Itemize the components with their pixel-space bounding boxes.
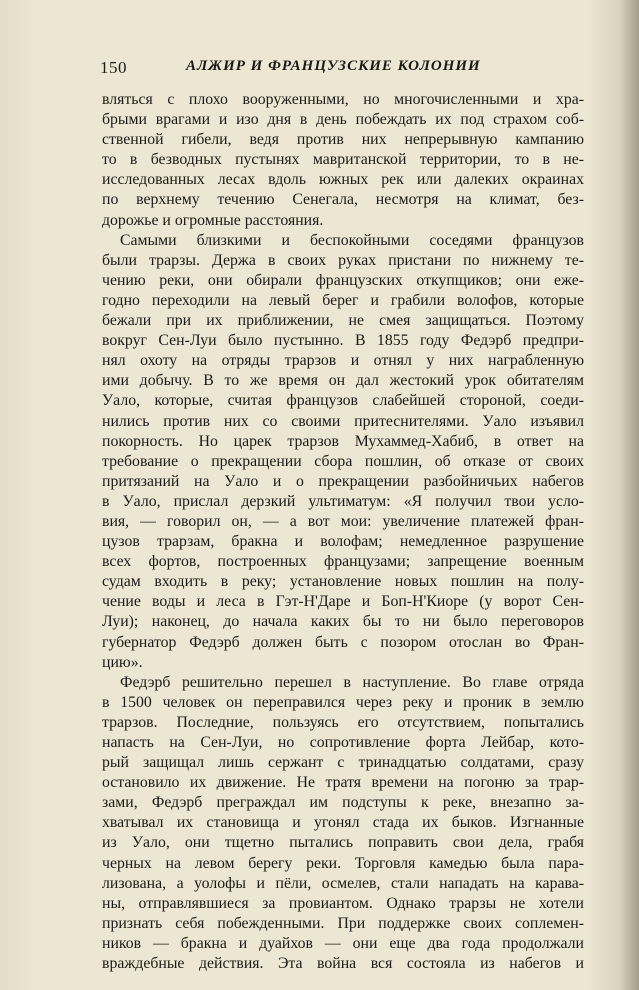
text-line: по верхнему течению Сенегала, несмотря на климат, без- [102, 191, 584, 209]
text-line: вия, — говорил он, — а вот мои: увеличение платежей фран- [102, 512, 584, 530]
text-line: дорожье и огромные расстояния. [102, 211, 324, 229]
text-line: Федэрб решительно перешел в наступление. Во главе отряда [120, 673, 584, 691]
text-line: ников — бракна и дуайхов — они еще два года продолжали [102, 934, 584, 952]
text-line: черных на левом берегу реки. Торговля камедью была пара- [102, 854, 584, 872]
page-header [100, 58, 584, 80]
paragraph [102, 673, 584, 974]
text-line: бежали при их приближении, не смея защищаться. Поэтому [102, 312, 584, 330]
text-line: цузов трарзам, бракна и волофам; немедленное разрушение [102, 533, 584, 551]
text-line: судам входить в реку; установление новых пошлин на полу- [102, 573, 584, 591]
paragraph [102, 231, 584, 673]
text-line: Уало, которые, считая французов слабейшей стороной, соеди- [102, 392, 584, 410]
text-line: признать себя побежденными. При поддержке своих соплемен- [102, 914, 584, 932]
text-line: рый защищал лишь сержант с тринадцатью солдатами, сразу [102, 754, 584, 772]
text-line: хватывал их становища и угонял стада их быков. Изгнанные [102, 814, 584, 832]
text-line: брыми врагами и изо дня в день побеждать их под страхом соб- [102, 111, 584, 129]
text-line: притязаний на Уало и о прекращении разбойничьих набегов [102, 472, 584, 490]
text-line: трарзов. Последние, пользуясь его отсутствием, попытались [102, 713, 584, 731]
text-line: ими добычу. В то же время он дал жестокий урок обитателям [102, 372, 584, 390]
text-line: всех фортов, построенных французами; запрещение военным [102, 553, 584, 571]
text-line: нились против них со своими притеснителями. Уало изъявил [102, 412, 584, 430]
text-line: чение воды и леса в Гэт-Н'Даре и Боп-Н'Киоре (у ворот Сен- [102, 593, 584, 611]
text-line: годно переходили на левый берег и грабили волофов, которые [102, 291, 584, 309]
text-line: лизована, а уолофы и пёли, осмелев, стали нападать на карава- [102, 874, 584, 892]
text-line: цию». [102, 653, 143, 671]
text-line: покорность. Но царек трарзов Мухаммед-Хабиб, в ответ на [102, 432, 584, 450]
text-line: остановило их движение. Не тратя времени на погоню за трар- [102, 774, 584, 792]
text-line: то в безводных пустынях мавританской территории, то в не- [102, 151, 584, 169]
text-line: чению реки, они обирали французских откупщиков; они еже- [102, 271, 584, 289]
text-line: из Уало, они тщетно пытались поправить свои дела, грабя [102, 834, 584, 852]
text-line: зами, Федэрб преграждал им подступы к реке, внезапно за- [102, 794, 584, 812]
text-line: были трарзы. Держа в своих руках пристани по нижнему те- [102, 251, 584, 269]
text-line: враждебные действия. Эта война вся состояла из набегов и [102, 955, 584, 973]
text-line: вокруг Сен-Луи было пустынно. В 1855 году Федэрб предпри- [102, 332, 584, 350]
text-line: исследованных лесах вдоль южных рек или далеких окраинах [102, 171, 584, 189]
text-line: нял охоту на отряды трарзов и отнял у них награбленную [102, 352, 584, 370]
body-text [102, 90, 584, 974]
text-line: Луи); наконец, до начала каких бы то ни было переговоров [102, 613, 584, 631]
text-line: Самыми близкими и беспокойными соседями французов [120, 231, 584, 249]
text-line: вляться с плохо вооруженными, но многочисленными и хра- [102, 91, 584, 108]
running-title: АЛЖИР И ФРАНЦУЗСКИЕ КОЛОНИИ [186, 58, 481, 74]
page-number: 150 [100, 58, 127, 77]
text-line: требование о прекращении сбора пошлин, об отказе от своих [102, 452, 584, 470]
text-line: ственной гибели, ведя против них непрерывную кампанию [102, 131, 584, 149]
text-line: в Уало, прислал дерзкий ультиматум: «Я получил твои усло- [102, 492, 584, 510]
text-line: в 1500 человек он переправился через реку и проник в землю [102, 693, 584, 711]
text-line: напасть на Сен-Луи, но сопротивление форта Лейбар, кото- [102, 734, 584, 751]
text-line: ны, отправлявшиеся за провиантом. Однако трарзы не хотели [102, 894, 584, 912]
paragraph [102, 90, 584, 231]
text-line: губернатор Федэрб должен быть с позором отослан во Фран- [102, 633, 584, 651]
